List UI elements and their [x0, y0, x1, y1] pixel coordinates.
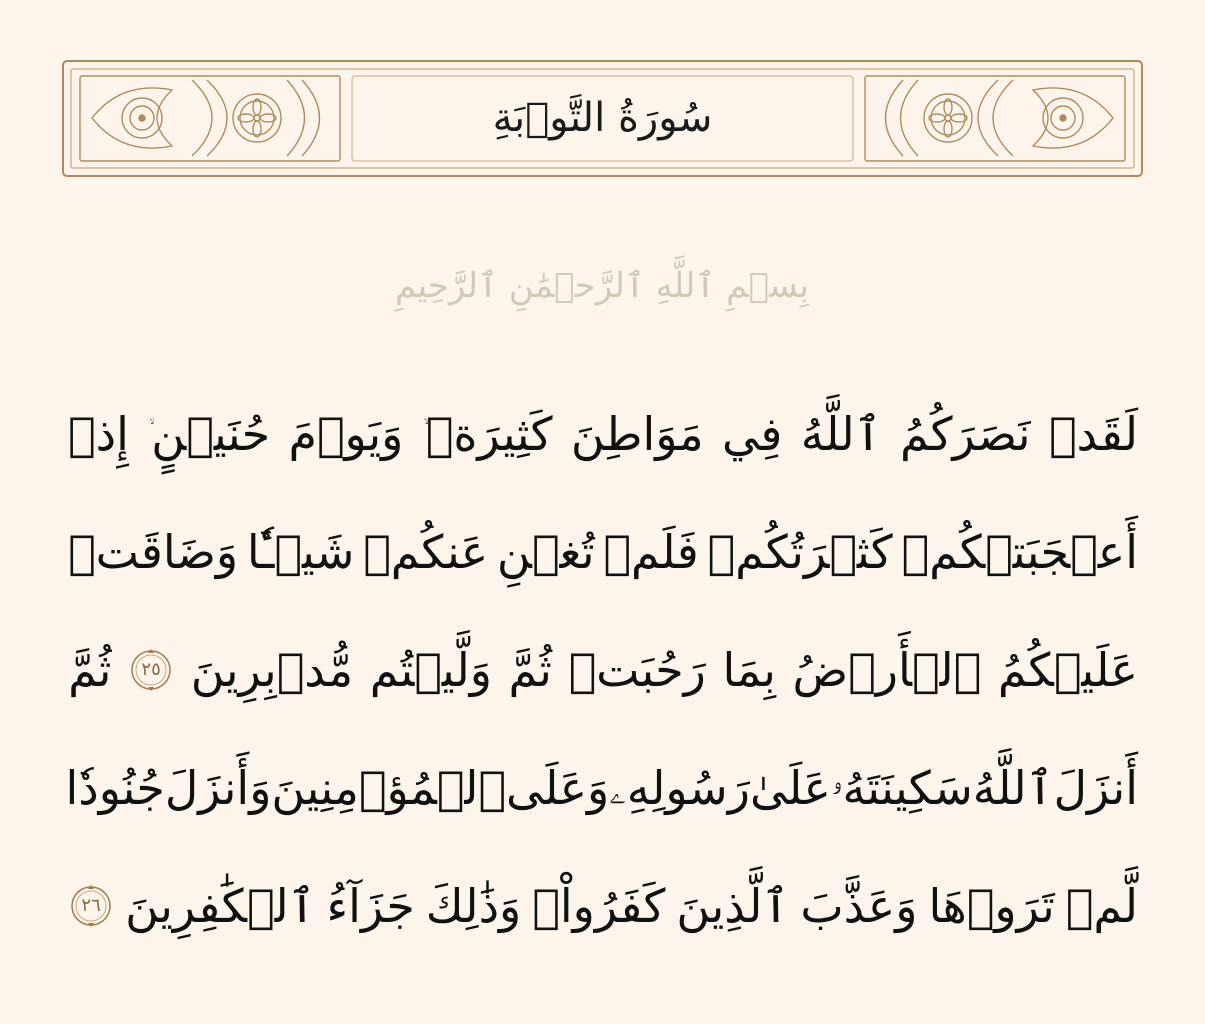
surah-header-frame [62, 60, 1143, 177]
word: بِمَا [722, 643, 776, 697]
word: ٱللَّهُ [800, 407, 882, 461]
word: ٱللَّهُ [972, 761, 1054, 815]
word: ثُمَّ [508, 643, 552, 697]
word: ٱلَّذِينَ [676, 879, 790, 933]
verse-line-4 [65, 729, 1138, 847]
word: كَثۡرَتُكُمۡ [707, 525, 893, 579]
word: عَلَىٰ [749, 761, 831, 815]
ayah-number-marker [68, 883, 114, 929]
word: جُنُودٗا [65, 761, 165, 815]
word: تُغۡنِ [496, 525, 595, 579]
left-ornament-icon [80, 76, 340, 161]
word: وَعَلَى [506, 761, 610, 815]
word: تَرَوۡهَا [928, 879, 1055, 933]
word: مَوَاطِنَ [570, 407, 704, 461]
word: نَصَرَكُمُ [899, 407, 1031, 461]
word: حُنَيۡنٍ [151, 407, 271, 461]
word: عَلَيۡكُمُ [997, 643, 1138, 697]
basmala: بِسۡمِ ٱللَّهِ ٱلرَّحۡمَٰنِ ٱلرَّحِيمِ [395, 265, 809, 306]
word: كَثِيرَةٖ [425, 407, 553, 461]
word: عَنكُمۡ [363, 525, 489, 579]
word: وَلَّيۡتُم [369, 643, 492, 697]
word: أَنزَلَ [1053, 761, 1138, 815]
word: رَسُولِهِۦ [609, 761, 750, 815]
word: وَضَاقَتۡ [68, 525, 239, 579]
verses-block [65, 375, 1138, 965]
word: سَكِينَتَهُۥ [830, 761, 973, 815]
word: شَيۡـٔٗا [246, 525, 355, 579]
verse-line-2 [68, 493, 1138, 611]
word: وَذَٰلِكَ [425, 879, 522, 933]
verse-line-1 [68, 375, 1138, 493]
word: ٱلۡكَٰفِرِينَ [125, 879, 316, 933]
word: إِذۡ [68, 407, 129, 461]
word: جَزَآءُ [326, 879, 415, 933]
word: ثُمَّ [68, 643, 112, 697]
word: ٱلۡأَرۡضُ [792, 643, 982, 697]
word: وَيَوۡمَ [288, 407, 404, 461]
word: أَعۡجَبَتۡكُمۡ [901, 525, 1138, 579]
word: رَحُبَتۡ [568, 643, 706, 697]
ayah-number: ٢٦ [81, 895, 101, 916]
word: وَأَنزَلَ [164, 761, 272, 815]
verse-line-5 [68, 847, 1138, 965]
word: كَفَرُواْۚ [532, 879, 666, 933]
right-ornament-icon [865, 76, 1125, 161]
word: لَقَدۡ [1048, 407, 1138, 461]
word: وَعَذَّبَ [800, 879, 918, 933]
word: لَّمۡ [1065, 879, 1138, 933]
ayah-number-marker [128, 647, 174, 693]
word: ٱلۡمُؤۡمِنِينَ [271, 761, 507, 815]
ayah-number: ٢٥ [141, 659, 161, 680]
word: فَلَمۡ [603, 525, 699, 579]
verse-line-3 [68, 611, 1138, 729]
word: فِي [722, 407, 783, 461]
word: مُّدۡبِرِينَ [190, 643, 354, 697]
surah-title: سُورَةُ التَّوۡبَةِ [492, 95, 713, 141]
